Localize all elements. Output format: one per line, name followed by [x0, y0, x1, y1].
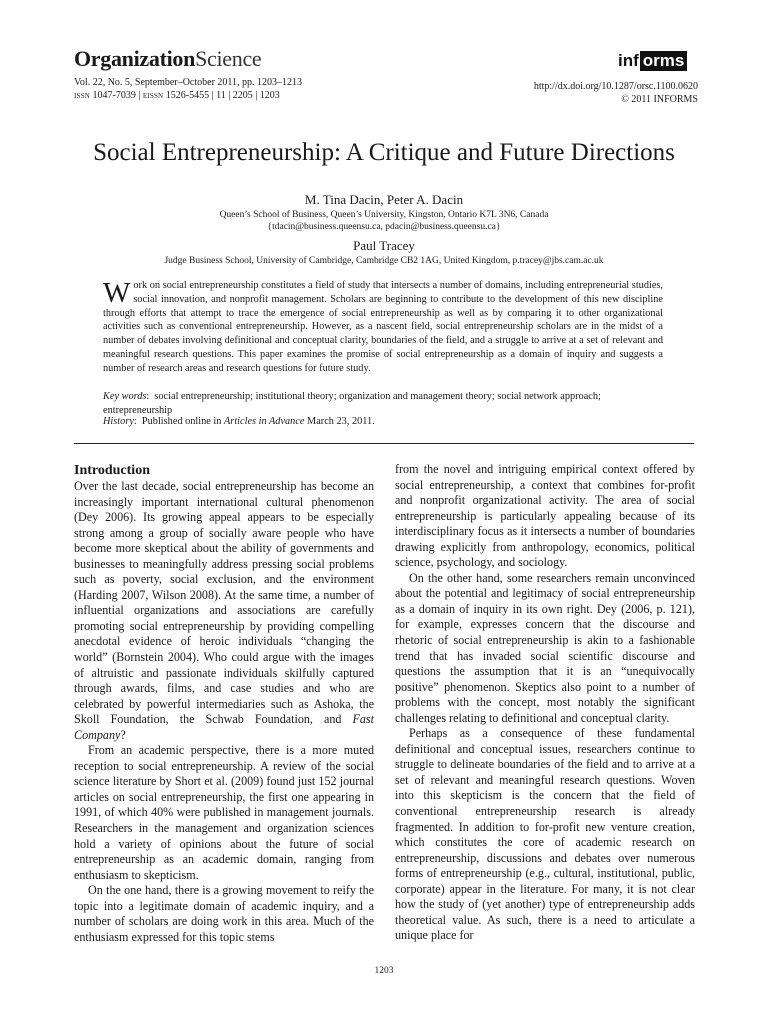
- history-pre: Published online in: [141, 416, 222, 427]
- copyright: © 2011 INFORMS: [621, 94, 698, 105]
- journal-name-bold: Organization: [74, 46, 196, 71]
- right-column: [395, 462, 695, 944]
- logo-text-a: inf: [618, 51, 639, 70]
- history-venue: Articles in Advance: [224, 416, 305, 427]
- left-paragraph-3: On the one hand, there is a growing movement to reify the topic into a legitimate domain of academic inquiry, and a number of scholars are doing work in this area. Much of the enthusiasm expressed for this topic stems: [74, 883, 374, 944]
- keywords-text: social entrepreneurship; institutional theory; organization and management theory; social network approach; entrepreneurship: [103, 391, 601, 416]
- section-heading-introduction: Introduction: [74, 463, 150, 478]
- issn-line: issn 1047-7039 | eissn 1526-5455 | 11 | 2205 | 1203: [74, 90, 280, 101]
- doi-link[interactable]: http://dx.doi.org/10.1287/orsc.1100.0620: [533, 81, 698, 92]
- paper-title: Social Entrepreneurship: A Critique and Future Directions: [93, 139, 675, 166]
- divider-rule: [74, 443, 694, 444]
- affiliation-2: Judge Business School, University of Cambridge, Cambridge CB2 1AG, United Kingdom, p.tracey@jbs.cam.ac.uk: [164, 256, 604, 266]
- volume-line: Vol. 22, No. 5, September–October 2011, pp. 1203–1213: [74, 77, 303, 88]
- authors-group-1: M. Tina Dacin, Peter A. Dacin: [304, 192, 464, 207]
- logo-text-b: orms: [640, 51, 688, 71]
- right-paragraph-1: from the novel and intriguing empirical context offered by social entrepreneurship, a context that combines for-profit and nonprofit organizational activity. The area of social entrepreneurship is particularly appealing because of its interdisciplinary focus as it intersects a number of boundaries drawing explicitly from anthropology, economics, political science, psychology, and sociology.: [395, 462, 695, 570]
- abstract-dropcap: W: [103, 277, 131, 309]
- left-paragraph-1: [74, 479, 374, 743]
- right-paragraph-3: Perhaps as a consequence of these fundamental definitional and conceptual issues, researchers continue to struggle to delineate boundaries of the field and to arrive at a set of relevant and meaningful research questions. Woven into this skepticism is the concern that the field of conventional entrepreneurship research is already fragmented. In addition to for-profit new venture creation, which constitutes the core of academic research on entrepreneurship, discussions and debates over numerous forms of entrepreneurship (e.g., cultural, institutional, public, corporate) appear in the literature. For many, it is not clear how the study of (yet another) type of entrepreneurship adds theoretical value. As such, there is a need to articulate a unique place for: [395, 726, 695, 943]
- journal-title: [74, 46, 696, 72]
- affiliation-1: Queen’s School of Business, Queen’s University, Kingston, Ontario K7L 3N6, Canada: [219, 210, 549, 220]
- emails-1: {tdacin@business.queensu.ca, pdacin@business.queensu.ca}: [267, 222, 501, 232]
- history-date: March 23, 2011.: [307, 416, 375, 427]
- authors-group-2: Paul Tracey: [353, 238, 415, 253]
- page-number: 1203: [374, 966, 394, 976]
- keywords: Key words: social entrepreneurship; institutional theory; organization and management theory; social network approach; entrepreneurship: [103, 391, 601, 416]
- left-p1-text: Over the last decade, social entrepreneurship has become an increasingly important international cultural phenomenon (Dey 2006). Its growing appeal appears to be especially strong among a group of socially aware people who have become more skeptical about the ability of governments and businesses to meaningfully address pressing social problems such as poverty, social exclusion, and the environment (Harding 2007, Wilson 2008). At the same time, a number of influential organizations and associations are carefully promoting social entrepreneurship by providing compelling anecdotal evidence of heroic individuals “changing the world” (Bornstein 2004). Who could argue with the images of altruistic and passionate individuals skilfully captured through awards, films, and case studies and who are celebrated by powerful intermediaries such as Ashoka, the Skoll Foundation, the Schwab Foundation, and: [74, 479, 374, 727]
- left-paragraph-2: From an academic perspective, there is a more muted reception to social entrepreneurship. A review of the social science literature by Short et al. (2009) found just 152 journal articles on social entrepreneurship, the first one appearing in 1991, of which 40% were published in management journals. Researchers in the management and organization sciences hold a variety of opinions about the future of social entrepreneurship as an academic domain, ranging from enthusiasm to skepticism.: [74, 743, 374, 882]
- history-label: History: [103, 416, 134, 427]
- left-p1-end: ?: [120, 727, 126, 742]
- doi-block: [534, 80, 698, 106]
- eissn-label: eissn: [142, 90, 164, 101]
- abstract: [103, 279, 663, 376]
- eissn-value: 1526-5455: [165, 90, 210, 101]
- abstract-text: ork on social entrepreneurship constitutes a field of study that intersects a number of domains, including entrepreneurial studies, social innovation, and nonprofit management. Scholars are beginning to contribute to the development of this new discipline through efforts that attempt to trace the emergence of social entrepreneurship as well as by comparing it to other organizational activities such as conventional entrepreneurship. However, as a nascent field, social entrepreneurship scholars are in the midst of a number of debates involving definitional and conceptual clarity, boundaries of the field, and a struggle to arrive at a set of relevant and meaningful research questions. This paper examines the promise of social entrepreneurship as a domain of inquiry and suggests a number of research areas and research questions for future study.: [103, 280, 663, 374]
- left-p1-italic: Fast Company: [74, 712, 374, 742]
- right-paragraph-2: On the other hand, some researchers remain unconvinced about the potential and legitimacy of social entrepreneurship as a domain of inquiry in its own right. Dey (2006, p. 121), for example, expresses concern that the discourse and rhetoric of social entrepreneurship is akin to a fashionable trend that has invaded social scientific discourse and questions the assumption that it is an “unequivocally positive” phenomenon. Skeptics also point to a number of problems with the concept, most notably the significant challenges relating to definitional and conceptual clarity.: [395, 570, 695, 725]
- issn-label: issn: [74, 90, 90, 101]
- informs-logo: [618, 50, 686, 72]
- left-column: [74, 462, 374, 945]
- issn-value: 1047-7039: [92, 90, 136, 101]
- issue-codes: 11 | 2205 | 1203: [216, 90, 280, 101]
- keywords-label: Key words: [103, 391, 147, 402]
- journal-name-light: Science: [195, 46, 262, 71]
- history: History: Published online in Articles in Advance March 23, 2011.: [103, 416, 375, 427]
